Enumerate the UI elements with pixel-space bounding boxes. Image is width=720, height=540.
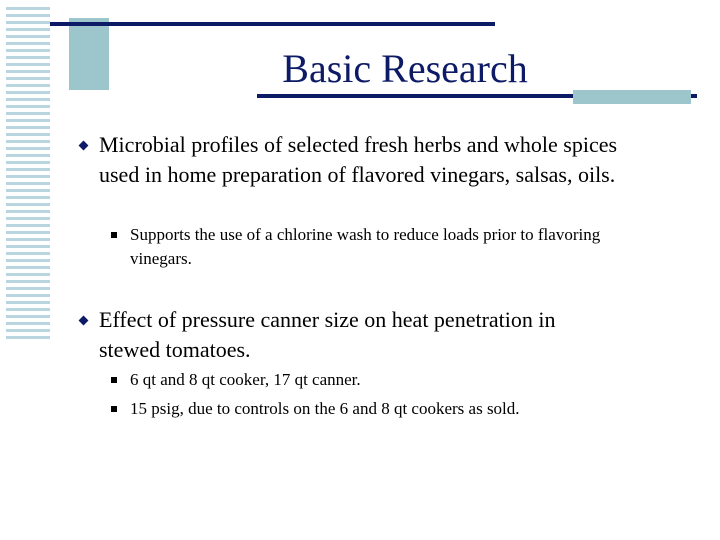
bullet-item: Microbial profiles of selected fresh herbs and whole spices used in home preparation of flavored vinegars, salsas, oils. (99, 132, 618, 187)
square-bullet-icon (111, 232, 117, 238)
slide-title: Basic Research (282, 46, 528, 91)
diamond-bullet-icon (79, 141, 89, 151)
square-bullet-icon (111, 406, 117, 412)
sub-bullet-item: Supports the use of a chlorine wash to reduce loads prior to flavoring vinegars. (130, 225, 601, 268)
sub-bullet-item: 6 qt and 8 qt cooker, 17 qt canner. (130, 370, 361, 389)
diamond-bullet-icon (79, 316, 89, 326)
bullet-item: Effect of pressure canner size on heat penetration in stewed tomatoes. (99, 307, 556, 362)
sub-bullet-item: 15 psig, due to controls on the 6 and 8 qt cookers as sold. (130, 399, 520, 418)
square-bullet-icon (111, 377, 117, 383)
